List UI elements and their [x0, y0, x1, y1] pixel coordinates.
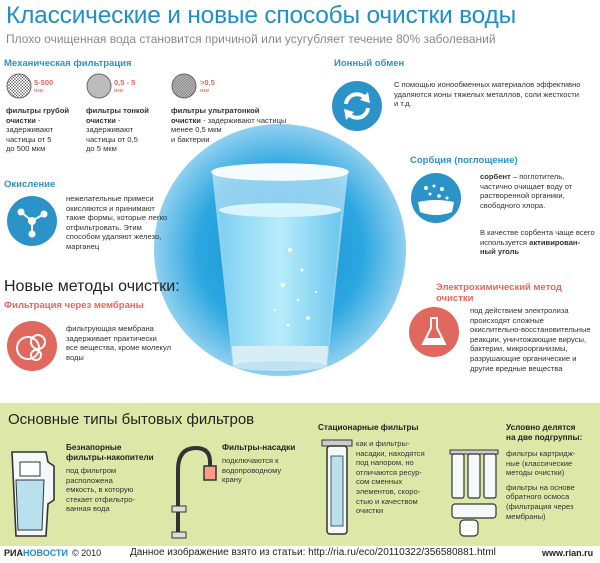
page-subtitle: Плохо очищенная вода становится причиной или усугубляет течение 80% заболеваний	[6, 32, 496, 46]
ultrafine-size: >0,5	[200, 78, 215, 87]
source-link[interactable]: Данное изображение взято из статьи: http://ria.ru/eco/20110322/356580881.html	[130, 547, 496, 558]
stationary-filter-icon	[320, 436, 354, 540]
faucet-filter-text: Фильтры-насадки подключаются к водопроводному крану	[222, 443, 296, 485]
sorption-text: сорбент – поглотитель, частично очищает воду от растворенной органики, свободного хлора.	[480, 172, 573, 210]
membrane-heading: Фильтрация через мембраны	[4, 300, 144, 311]
sorption-note: В качестве сорбента чаще всего используется активирован- ный уголь	[480, 228, 595, 257]
ultrafine-filter-text: фильтры ультратонкой очистки - задерживают частицы менее 0,5 мкм и бактерии	[171, 106, 287, 144]
flask-icon	[408, 306, 460, 358]
oxidation-heading: Окисление	[4, 179, 56, 190]
fine-filter-text: фильтры тонкой очистки - задерживают частицы от 0,5 до 5 мкм	[86, 106, 149, 154]
pitcher-filter-text: Безнапорные фильтры-накопители под фильтром расположена емкость, в которую стекает отфильтро- ванная вода	[66, 443, 154, 514]
copyright: © 2010	[72, 548, 102, 558]
molecule-icon	[6, 195, 58, 247]
electro-heading: Электрохимический метод очистки	[436, 282, 562, 304]
page-title: Классические и новые способы очистки воды	[6, 2, 517, 29]
fine-mesh-icon	[86, 73, 112, 99]
ria-logo: РИАНОВОСТИ	[4, 548, 69, 558]
oxidation-text: нежелательные примеси окисляются и принимают такие формы, которые легко отфильтровать. Этим способом удаляют железо, марганец	[66, 194, 168, 251]
fine-size: 0,5 - 5	[114, 78, 136, 87]
sorption-heading: Сорбция (поглощение)	[410, 155, 518, 166]
membrane-text: фильтрующая мембрана задерживает практически все вещества, кроме молекул воды	[66, 324, 172, 362]
electro-text: под действием электролиза происходят сложные окислительно-восстановительные реакции, уничтожающие вирусы, бактерии, микроорганизмы, разрушающие органические и другие вредные вещества	[470, 306, 591, 373]
ultrafine-mesh-icon	[171, 73, 197, 99]
coarse-unit: мкм	[34, 88, 44, 94]
new-methods-heading: Новые методы очистки:	[4, 278, 180, 295]
glass-illustration	[150, 120, 410, 380]
ion-exchange-icon	[331, 80, 383, 132]
coarse-filter-text: фильтры грубой очистки - задерживают частицы от 5 до 500 мкм	[6, 106, 70, 154]
osmosis-filter-text: Условно делятся на две подгруппы: фильтры картридж- ные (классические методы очистки) фильтры на основе обратного осмоса (фильтрация через мембраны)	[506, 423, 583, 521]
coarse-size: 5-500	[34, 78, 54, 87]
sorbent-icon	[410, 172, 462, 224]
coarse-mesh-icon	[6, 73, 32, 99]
pitcher-filter-icon	[6, 440, 58, 540]
stationary-filter-text: как и фильтры- насадки, находятся под напором, но отличаются ресур- сом сменных элементов, скоро- стью и качеством очистки	[356, 439, 425, 516]
household-heading: Основные типы бытовых фильтров	[8, 411, 255, 428]
fine-unit: мкм	[114, 88, 124, 94]
ion-text: С помощью ионообменных материалов эффективно удаляются ионы тяжелых металлов, соли жесткости и т.д.	[394, 80, 581, 109]
stationary-heading: Стационарные фильтры	[318, 423, 419, 432]
osmosis-filter-icon	[448, 440, 500, 540]
ultrafine-unit: мкм	[200, 88, 210, 94]
ion-heading: Ионный обмен	[334, 58, 405, 69]
faucet-filter-icon	[170, 440, 218, 540]
site-link[interactable]: www.rian.ru	[542, 548, 594, 558]
membrane-icon	[6, 320, 58, 372]
mechanical-heading: Механическая фильтрация	[4, 58, 132, 69]
